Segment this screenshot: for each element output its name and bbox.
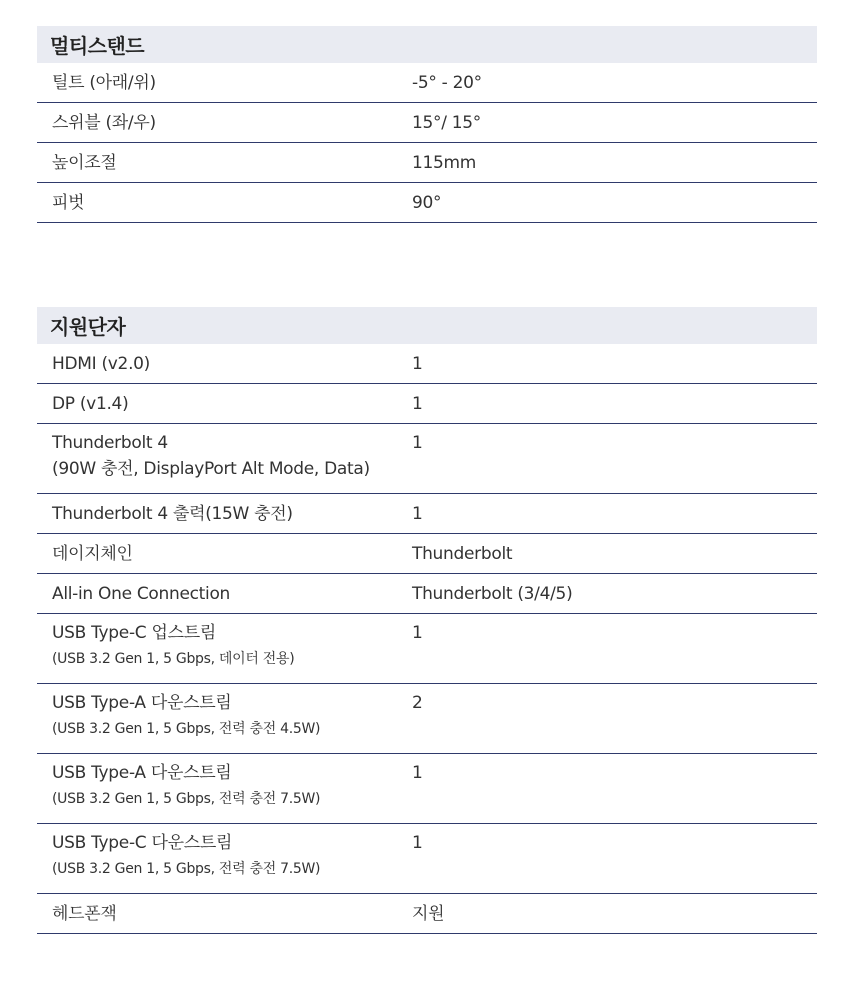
spec-label: 데이지체인 bbox=[52, 544, 133, 564]
spec-label: 높이조절 bbox=[52, 153, 117, 173]
spec-label: 틸트 (아래/위) bbox=[52, 73, 156, 93]
spec-value: 2 bbox=[412, 693, 423, 713]
spec-label bbox=[37, 754, 412, 823]
spec-value: 1 bbox=[412, 394, 423, 414]
spec-row-tilt bbox=[37, 63, 817, 103]
spec-value: 90° bbox=[412, 193, 442, 213]
spec-label bbox=[37, 424, 412, 493]
spec-value: 1 bbox=[412, 833, 423, 853]
spec-row-dp bbox=[37, 384, 817, 424]
spec-row-height bbox=[37, 143, 817, 183]
ports-section bbox=[37, 307, 817, 934]
spec-row-usb-a-downstream-2 bbox=[37, 754, 817, 824]
spec-row-pivot bbox=[37, 183, 817, 223]
spec-value: 1 bbox=[412, 763, 423, 783]
spec-row-usb-c-upstream bbox=[37, 614, 817, 684]
spec-label: All-in One Connection bbox=[52, 584, 231, 604]
spec-label: 스위블 (좌/우) bbox=[52, 113, 156, 133]
section-header bbox=[37, 307, 817, 344]
spec-value: 1 bbox=[412, 504, 423, 524]
spec-value: 지원 bbox=[412, 904, 445, 924]
spec-label-sub: (USB 3.2 Gen 1, 5 Gbps, 전력 충전 4.5W) bbox=[52, 721, 321, 737]
section-title: 멀티스탠드 bbox=[50, 34, 145, 58]
spec-row-all-in-one bbox=[37, 574, 817, 614]
spec-label-main: USB Type-A 다운스트림 bbox=[52, 693, 232, 713]
spec-label-main: USB Type-A 다운스트림 bbox=[52, 763, 232, 783]
spec-label bbox=[37, 684, 412, 753]
spec-value: 1 bbox=[412, 354, 423, 374]
spec-label bbox=[37, 824, 412, 893]
spec-value: 1 bbox=[412, 433, 423, 453]
spec-label-sub: (USB 3.2 Gen 1, 5 Gbps, 전력 충전 7.5W) bbox=[52, 861, 321, 877]
section-header bbox=[37, 26, 817, 63]
spec-row-hdmi bbox=[37, 344, 817, 384]
spec-value: 1 bbox=[412, 623, 423, 643]
spec-label-main: Thunderbolt 4 bbox=[52, 433, 168, 453]
spec-row-usb-a-downstream-1 bbox=[37, 684, 817, 754]
spec-label bbox=[37, 614, 412, 683]
spec-value: 15°/ 15° bbox=[412, 113, 481, 133]
spec-value: Thunderbolt bbox=[412, 544, 513, 564]
spec-label-main: USB Type-C 다운스트림 bbox=[52, 833, 233, 853]
spec-value: -5° - 20° bbox=[412, 73, 482, 93]
spec-label-main: USB Type-C 업스트림 bbox=[52, 623, 216, 643]
spec-value: Thunderbolt (3/4/5) bbox=[412, 584, 573, 604]
spec-label: 피벗 bbox=[52, 193, 85, 213]
spec-value: 115mm bbox=[412, 153, 477, 173]
spec-row-swivel bbox=[37, 103, 817, 143]
spec-label: 헤드폰잭 bbox=[52, 904, 117, 924]
spec-label: Thunderbolt 4 출력(15W 충전) bbox=[52, 504, 293, 524]
spec-label: HDMI (v2.0) bbox=[52, 354, 151, 374]
spec-row-headphone-jack bbox=[37, 894, 817, 934]
spec-row-thunderbolt-out bbox=[37, 494, 817, 534]
spec-label-sub: (90W 충전, DisplayPort Alt Mode, Data) bbox=[52, 459, 370, 479]
spec-label: DP (v1.4) bbox=[52, 394, 129, 414]
spec-row-daisy-chain bbox=[37, 534, 817, 574]
spec-label-sub: (USB 3.2 Gen 1, 5 Gbps, 전력 충전 7.5W) bbox=[52, 791, 321, 807]
spec-label-sub: (USB 3.2 Gen 1, 5 Gbps, 데이터 전용) bbox=[52, 651, 295, 667]
multistand-section bbox=[37, 26, 817, 223]
section-title: 지원단자 bbox=[50, 315, 126, 339]
spec-row-thunderbolt-in bbox=[37, 424, 817, 494]
spec-row-usb-c-downstream bbox=[37, 824, 817, 894]
